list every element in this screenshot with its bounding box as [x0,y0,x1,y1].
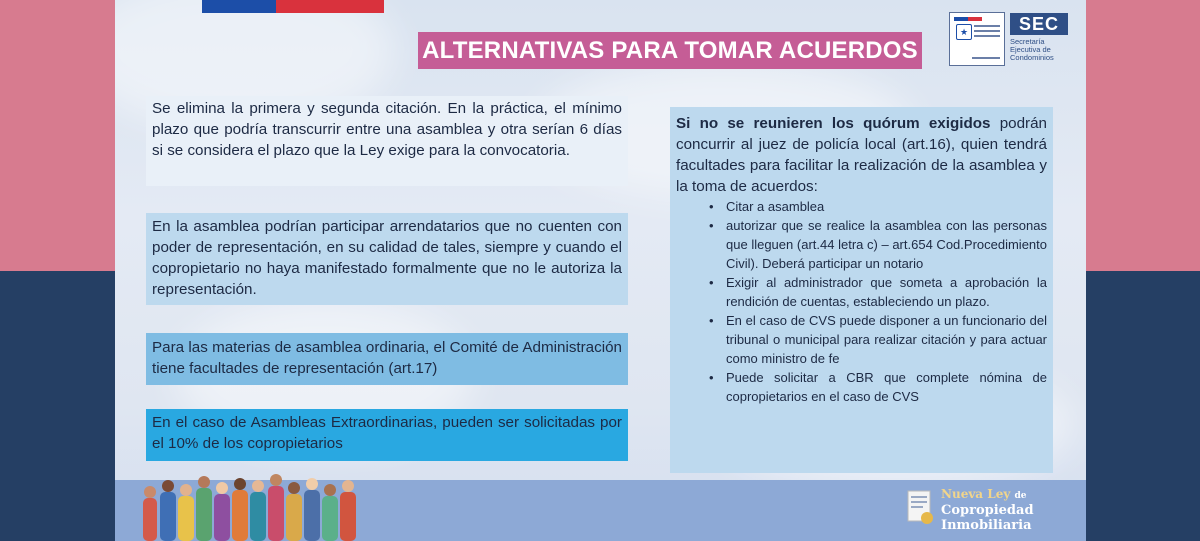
list-item: • Puede solicitar a CBR que complete nómina de copropietarios en el caso de CVS [726,368,1047,406]
law-logo [906,487,1056,537]
list-item: • Citar a asamblea [726,197,1047,216]
quorum-intro-bold: Si no se reunieren los quórum exigidos [676,115,991,132]
sec-logo-caption: Secretaría Ejecutiva de Condominios [1010,37,1054,62]
side-panel-navy-left [0,271,115,541]
info-box-asamblea-extraordinaria [146,409,628,461]
government-logo [949,12,1005,66]
law-logo-line2: Copropiedad [941,503,1034,518]
quorum-list [676,197,1047,406]
side-panel-pink-left [0,0,115,271]
crest-icon: ★ [956,24,972,40]
info-box-quorum [670,107,1053,473]
info-box-asamblea-ordinaria [146,333,628,385]
list-item: • En el caso de CVS puede disponer a un funcionario del tribunal o municipal para realizar citación y para actuar como ministro de fe [726,311,1047,368]
document-seal-icon [906,489,936,527]
quorum-intro-rest: podrán concurrir al juez de policía local (art.16), quien tendrá facultades para facilitar la realización de la asamblea y la toma de acuerdos: [676,115,1048,195]
slide [115,0,1086,541]
law-logo-line1: Nueva Ley [941,487,1011,501]
list-item: • autorizar que se realice la asamblea con las personas que lleguen (art.44 letra c) – art.654 Cod.Procedimiento Civil). Deberá participar un notario [726,216,1047,273]
sec-logo [1010,13,1068,62]
people-illustration [140,466,365,541]
info-text: En el caso de Asambleas Extraordinarias, pueden ser solicitadas por el 10% de los copropietarios [152,414,622,452]
info-text: Se elimina la primera y segunda citación. En la práctica, el mínimo plazo que podría transcurrir entre una asamblea y otra serían 6 días si se considera el plazo que la Ley exige para la convocatoria. [152,100,622,159]
law-logo-de: de [1014,491,1027,501]
flag-stripe-red [276,0,384,13]
quorum-intro [676,113,1047,197]
side-panel-navy-right [1086,271,1200,541]
info-box-arrendatarios [146,213,628,305]
info-box-citacion [146,96,628,186]
page-title: ALTERNATIVAS PARA TOMAR ACUERDOS [418,32,922,69]
flag-stripe-blue [202,0,276,13]
sec-logo-mark: SEC [1010,13,1068,35]
law-logo-line3: Inmobiliaria [941,518,1032,533]
info-text: En la asamblea podrían participar arrendatarios que no cuenten con poder de representación, en su calidad de tales, siempre y cuando el copropietario no haya manifestado formalmente que no le autoriza la representación. [152,218,622,298]
info-text: Para las materias de asamblea ordinaria, el Comité de Administración tiene facultades de representación (art.17) [152,339,622,377]
list-item: • Exigir al administrador que someta a aprobación la rendición de cuentas, estableciendo un plazo. [726,273,1047,311]
side-panel-pink-right [1086,0,1200,271]
